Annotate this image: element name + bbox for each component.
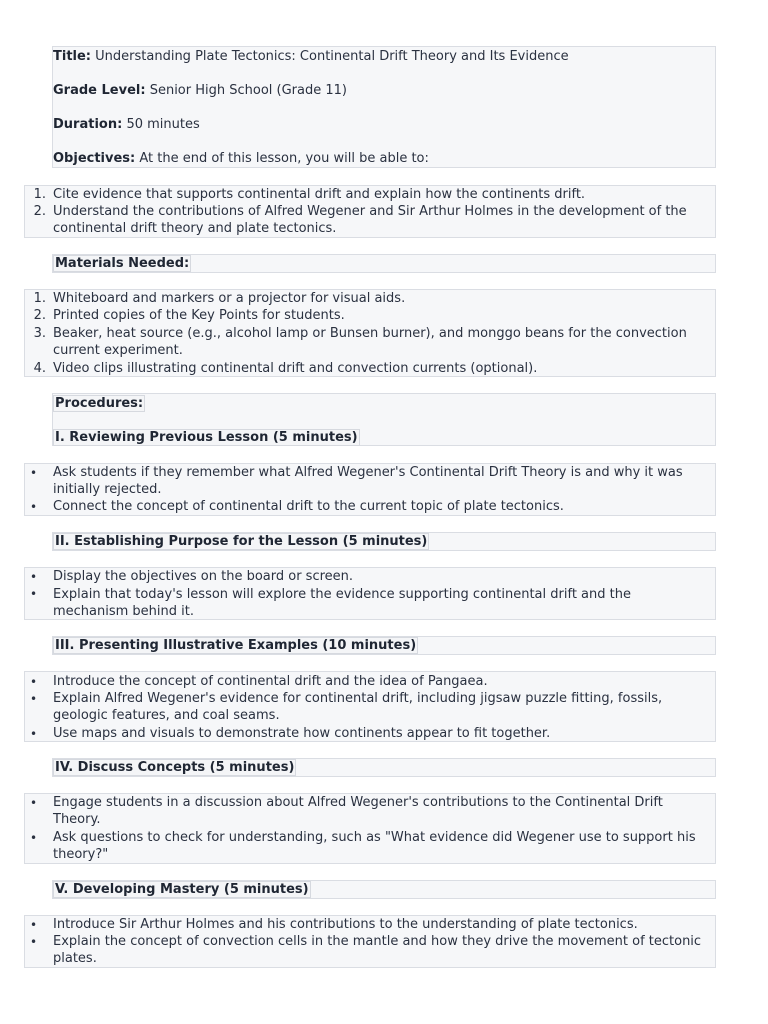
list-marker: 2. <box>33 204 46 219</box>
list-item: Connect the concept of continental drift to the current topic of plate tectonics. <box>53 499 564 514</box>
bullet-marker: • <box>30 796 38 810</box>
list-item: Cite evidence that supports continental drift and explain how the continents drift. <box>53 187 586 202</box>
list-item: Introduce Sir Arthur Holmes and his contributions to the understanding of plate tectonics. <box>53 917 638 932</box>
list-item: Ask questions to check for understanding, such as "What evidence did Wegener use to support his theory?" <box>53 830 696 863</box>
list-marker: 3. <box>33 326 46 341</box>
section-heading-line <box>53 881 311 898</box>
objectives-label: Objectives: <box>53 151 136 166</box>
bullet-marker: • <box>30 727 38 741</box>
procedures-heading-line <box>53 395 145 412</box>
section-heading-line <box>53 759 296 776</box>
grade-label: Grade Level: <box>53 83 146 98</box>
section-heading: I. Reviewing Previous Lesson (5 minutes) <box>55 430 358 445</box>
duration-label: Duration: <box>53 117 123 132</box>
list-marker: 2. <box>33 308 46 323</box>
list-item: Printed copies of the Key Points for students. <box>53 308 345 323</box>
bullet-marker: • <box>30 935 38 949</box>
section-heading: II. Establishing Purpose for the Lesson (5 minutes) <box>55 534 428 549</box>
section-heading: III. Presenting Illustrative Examples (10 minutes) <box>55 638 417 653</box>
objectives-value: At the end of this lesson, you will be able to: <box>139 151 429 166</box>
list-item: Use maps and visuals to demonstrate how continents appear to fit together. <box>53 726 551 741</box>
list-item: Introduce the concept of continental drift and the idea of Pangaea. <box>53 674 488 689</box>
procedures-heading: Procedures: <box>55 396 144 411</box>
list-item: Explain that today's lesson will explore the evidence supporting continental drift and the mechanism behind it. <box>53 587 631 620</box>
title-line <box>53 48 569 65</box>
bullet-marker: • <box>30 570 38 584</box>
section-heading-line <box>53 637 418 654</box>
bullet-marker: • <box>30 675 38 689</box>
list-item: Ask students if they remember what Alfred Wegener's Continental Drift Theory is and why it was initially rejected. <box>53 465 683 498</box>
duration-line <box>53 116 200 133</box>
section-heading-line <box>53 533 429 550</box>
section-heading-line <box>53 429 360 446</box>
materials-heading-line <box>53 255 191 272</box>
bullet-marker: • <box>30 587 38 601</box>
list-item: Understand the contributions of Alfred Wegener and Sir Arthur Holmes in the development of the continental drift theory and plate tectonics. <box>53 204 687 237</box>
list-marker: 1. <box>33 187 46 202</box>
list-marker: 1. <box>33 291 46 306</box>
title-label: Title: <box>53 49 92 64</box>
list-item: Explain the concept of convection cells in the mantle and how they drive the movement of tectonic plates. <box>53 934 702 967</box>
bullet-marker: • <box>30 466 38 480</box>
list-item: Whiteboard and markers or a projector for visual aids. <box>53 291 406 306</box>
list-item: Video clips illustrating continental drift and convection currents (optional). <box>53 361 538 376</box>
list-item: Explain Alfred Wegener's evidence for continental drift, including jigsaw puzzle fitting, fossils, geologic features, and coal seams. <box>53 691 663 724</box>
list-item: Display the objectives on the board or screen. <box>53 569 354 584</box>
list-marker: 4. <box>33 361 46 376</box>
materials-heading: Materials Needed: <box>55 256 190 271</box>
grade-value: Senior High School (Grade 11) <box>149 83 347 98</box>
grade-line <box>53 82 347 99</box>
objectives-line <box>53 150 429 167</box>
section-heading: IV. Discuss Concepts (5 minutes) <box>55 760 295 775</box>
bullet-marker: • <box>30 500 38 514</box>
bullet-marker: • <box>30 692 38 706</box>
duration-value: 50 minutes <box>126 117 200 132</box>
bullet-marker: • <box>30 918 38 932</box>
bullet-marker: • <box>30 831 38 845</box>
list-item: Engage students in a discussion about Alfred Wegener's contributions to the Continental Drift Theory. <box>53 795 663 828</box>
section-heading: V. Developing Mastery (5 minutes) <box>55 882 309 897</box>
list-item: Beaker, heat source (e.g., alcohol lamp or Bunsen burner), and monggo beans for the convection current experiment. <box>53 326 687 359</box>
title-value: Understanding Plate Tectonics: Continental Drift Theory and Its Evidence <box>95 49 569 64</box>
